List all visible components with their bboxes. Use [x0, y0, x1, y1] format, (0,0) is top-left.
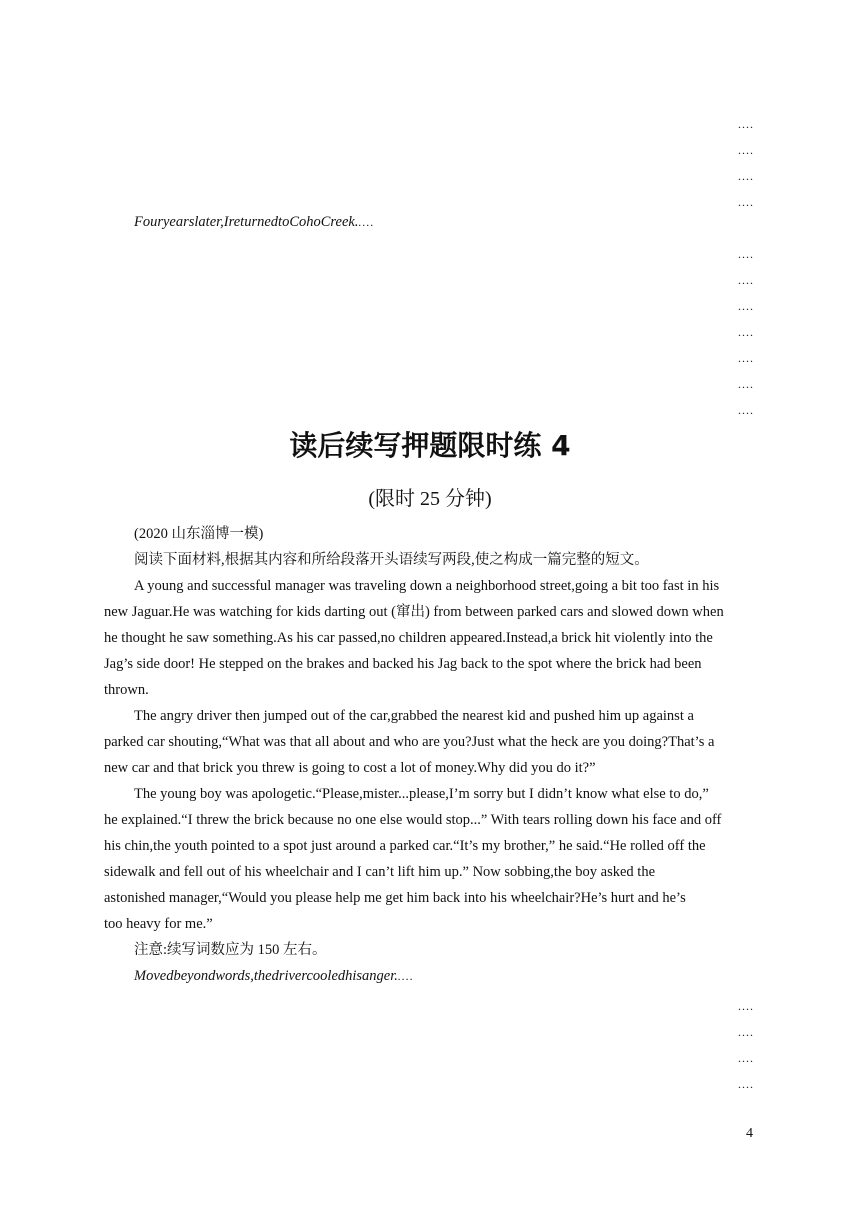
dot-leader: .... — [738, 377, 754, 391]
dot-leader: .... — [738, 325, 754, 339]
passage-line: new Jaguar.He was watching for kids darting out (窜出) from between parked cars and slowed down when — [104, 604, 724, 620]
page-title: 读后续写押题限时练 4 — [289, 429, 571, 462]
passage-line: sidewalk and fell out of his wheelchair and I can’t lift him up.” Now sobbing,the boy asked the — [104, 864, 655, 880]
passage-line: he thought he saw something.As his car passed,no children appeared.Instead,a brick hit violently into the — [104, 630, 713, 646]
passage-line: The young boy was apologetic.“Please,mister...please,I’m sorry but I didn’t know what else to do,” — [134, 786, 709, 802]
dot-leader: .... — [738, 1077, 754, 1091]
dot-leader: .... — [738, 1025, 754, 1039]
dot-leader: .... — [738, 273, 754, 287]
dot-leader: .... — [738, 117, 754, 131]
passage-line: he explained.“I threw the brick because no one else would stop...” With tears rolling down his face and off — [104, 812, 722, 828]
starter-dots: .... — [397, 969, 414, 983]
starter-dots: .... — [358, 215, 375, 229]
passage-line: Jag’s side door! He stepped on the brakes and backed his Jag back to the spot where the brick had been — [104, 656, 702, 672]
dot-leader: .... — [738, 143, 754, 157]
starter-text: Movedbeyondwords,thedrivercooledhisanger. — [134, 968, 398, 984]
passage-line: A young and successful manager was traveling down a neighborhood street,going a bit too fast in his — [134, 578, 720, 594]
dot-leader: .... — [738, 247, 754, 261]
dot-leader: .... — [738, 169, 754, 183]
passage-line: new car and that brick you threw is going to cost a lot of money.Why did you do it?” — [104, 760, 596, 776]
page-subtitle: (限时 25 分钟) — [368, 488, 492, 510]
instruction-line: 阅读下面材料,根据其内容和所给段落开头语续写两段,使之构成一篇完整的短文。 — [134, 552, 649, 568]
passage-line: too heavy for me.” — [104, 916, 213, 932]
dot-leader: .... — [738, 299, 754, 313]
source-line: (2020 山东淄博一模) — [134, 526, 264, 542]
paragraph-starter-top — [134, 212, 764, 232]
starter-text: Fouryearslater,IreturnedtoCohoCreek. — [134, 214, 359, 230]
passage-line: parked car shouting,“What was that all about and who are you?Just what the heck are you doing?That’s a — [104, 734, 715, 750]
word-count-note: 注意:续写词数应为 150 左右。 — [134, 942, 327, 958]
page-number: 4 — [746, 1126, 753, 1141]
dot-leader: .... — [738, 1051, 754, 1065]
passage-line: astonished manager,“Would you please help me get him back into his wheelchair?He’s hurt and he’s — [104, 890, 686, 906]
dot-leader: .... — [738, 195, 754, 209]
passage-line: thrown. — [104, 682, 149, 698]
dot-leader: .... — [738, 403, 754, 417]
dot-leader: .... — [738, 999, 754, 1013]
dot-leader: .... — [738, 351, 754, 365]
paragraph-starter-bottom — [134, 966, 764, 986]
passage-line: his chin,the youth pointed to a spot just around a parked car.“It’s my brother,” he said.“He rolled off the — [104, 838, 706, 854]
passage-line: The angry driver then jumped out of the car,grabbed the nearest kid and pushed him up against a — [134, 708, 694, 724]
